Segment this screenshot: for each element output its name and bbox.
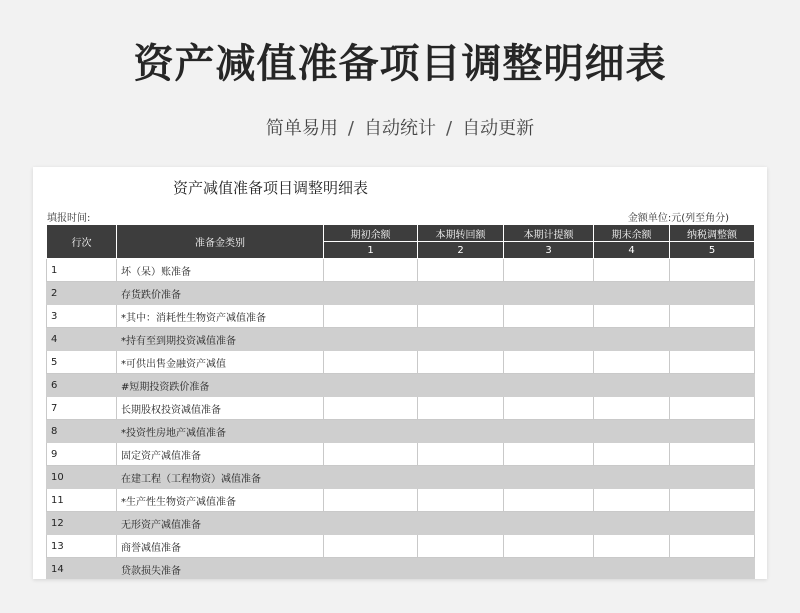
amount-cell[interactable] <box>418 466 504 489</box>
amount-cell[interactable] <box>670 420 755 443</box>
amount-cell[interactable] <box>594 443 670 466</box>
amount-cell[interactable] <box>594 351 670 374</box>
amount-cell[interactable] <box>504 535 594 558</box>
table-body <box>47 259 755 580</box>
amount-cell[interactable] <box>324 443 418 466</box>
table-row <box>47 466 755 489</box>
row-number-cell: 4 <box>47 328 117 351</box>
amount-cell[interactable] <box>594 512 670 535</box>
category-cell: 长期股权投资减值准备 <box>117 397 324 420</box>
col-header-row-no: 行次 <box>47 225 117 259</box>
amount-cell[interactable] <box>418 259 504 282</box>
category-cell: 贷款损失准备 <box>117 558 324 580</box>
amount-cell[interactable] <box>670 443 755 466</box>
amount-cell[interactable] <box>670 259 755 282</box>
amount-cell[interactable] <box>418 420 504 443</box>
row-number-cell: 8 <box>47 420 117 443</box>
category-cell: *可供出售金融资产减值 <box>117 351 324 374</box>
category-cell: #短期投资跌价准备 <box>117 374 324 397</box>
row-number-cell: 1 <box>47 259 117 282</box>
table-row <box>47 351 755 374</box>
amount-cell[interactable] <box>504 420 594 443</box>
amount-cell[interactable] <box>504 489 594 512</box>
table-row <box>47 259 755 282</box>
col-header-opening-balance: 期初余额 <box>324 225 418 242</box>
feature-tagline <box>0 114 800 140</box>
table-row <box>47 489 755 512</box>
amount-cell[interactable] <box>670 558 755 580</box>
col-header-category: 准备金类别 <box>117 225 324 259</box>
amount-cell[interactable] <box>504 305 594 328</box>
amount-cell[interactable] <box>670 466 755 489</box>
table-row <box>47 535 755 558</box>
row-number-cell: 5 <box>47 351 117 374</box>
page-title: 资产减值准备项目调整明细表 <box>133 41 667 87</box>
col-number: 4 <box>594 242 670 259</box>
amount-cell[interactable] <box>594 259 670 282</box>
tag-auto-update: 自动更新 <box>462 118 535 139</box>
amount-cell[interactable] <box>418 512 504 535</box>
amount-cell[interactable] <box>504 443 594 466</box>
amount-cell[interactable] <box>324 535 418 558</box>
amount-cell[interactable] <box>670 397 755 420</box>
amount-cell[interactable] <box>670 374 755 397</box>
amount-cell[interactable] <box>670 305 755 328</box>
amount-cell[interactable] <box>594 328 670 351</box>
row-number-cell: 13 <box>47 535 117 558</box>
amount-cell[interactable] <box>504 259 594 282</box>
amount-cell[interactable] <box>594 558 670 580</box>
amount-cell[interactable] <box>670 489 755 512</box>
col-number: 5 <box>670 242 755 259</box>
amount-cell[interactable] <box>594 489 670 512</box>
amount-cell[interactable] <box>324 259 418 282</box>
row-number-cell: 9 <box>47 443 117 466</box>
row-number-cell: 2 <box>47 282 117 305</box>
spreadsheet-preview <box>33 167 767 579</box>
amount-cell[interactable] <box>504 466 594 489</box>
row-number-cell: 6 <box>47 374 117 397</box>
table-row <box>47 282 755 305</box>
amount-cell[interactable] <box>670 351 755 374</box>
amount-cell[interactable] <box>504 374 594 397</box>
amount-cell[interactable] <box>504 282 594 305</box>
amount-cell[interactable] <box>504 351 594 374</box>
amount-cell[interactable] <box>594 466 670 489</box>
table-row <box>47 420 755 443</box>
category-cell: 坏（呆）账准备 <box>117 259 324 282</box>
col-header-reversal: 本期转回额 <box>418 225 504 242</box>
category-cell: 固定资产减值准备 <box>117 443 324 466</box>
row-number-cell: 14 <box>47 558 117 580</box>
row-number-cell: 7 <box>47 397 117 420</box>
table-row <box>47 397 755 420</box>
amount-cell[interactable] <box>418 535 504 558</box>
category-cell: 在建工程（工程物资）减值准备 <box>117 466 324 489</box>
amount-cell[interactable] <box>324 328 418 351</box>
amount-cell[interactable] <box>324 305 418 328</box>
amount-cell[interactable] <box>418 328 504 351</box>
amount-cell[interactable] <box>324 558 418 580</box>
fill-time-label: 填报时间: <box>47 213 91 224</box>
col-header-provision: 本期计提额 <box>504 225 594 242</box>
amount-cell[interactable] <box>594 305 670 328</box>
category-cell: *持有至到期投资减值准备 <box>117 328 324 351</box>
separator: / <box>347 118 354 139</box>
amount-cell[interactable] <box>504 558 594 580</box>
amount-cell[interactable] <box>324 512 418 535</box>
amount-cell[interactable] <box>324 489 418 512</box>
col-number: 2 <box>418 242 504 259</box>
amount-cell[interactable] <box>324 420 418 443</box>
sheet-title: 资产减值准备项目调整明细表 <box>173 179 369 197</box>
col-number: 1 <box>324 242 418 259</box>
amount-cell[interactable] <box>324 351 418 374</box>
amount-cell[interactable] <box>670 282 755 305</box>
amount-cell[interactable] <box>594 282 670 305</box>
amount-cell[interactable] <box>418 558 504 580</box>
amount-cell[interactable] <box>418 489 504 512</box>
unit-label: 金额单位:元(列至角分) <box>627 213 729 224</box>
amount-cell[interactable] <box>670 328 755 351</box>
amount-cell[interactable] <box>418 397 504 420</box>
tag-auto-stat: 自动统计 <box>364 118 436 139</box>
col-header-closing-balance: 期末余额 <box>594 225 670 242</box>
category-cell: *生产性生物资产减值准备 <box>117 489 324 512</box>
category-cell: *其中：消耗性生物资产减值准备 <box>117 305 324 328</box>
tag-easy: 简单易用 <box>265 118 338 139</box>
table-row <box>47 558 755 580</box>
category-cell: 存货跌价准备 <box>117 282 324 305</box>
category-cell: 无形资产减值准备 <box>117 512 324 535</box>
amount-cell[interactable] <box>418 351 504 374</box>
amount-cell[interactable] <box>670 535 755 558</box>
separator: / <box>446 118 453 139</box>
amount-cell[interactable] <box>594 397 670 420</box>
table-row <box>47 374 755 397</box>
table-row <box>47 328 755 351</box>
amount-cell[interactable] <box>324 282 418 305</box>
amount-cell[interactable] <box>324 374 418 397</box>
row-number-cell: 10 <box>47 466 117 489</box>
amount-cell[interactable] <box>418 305 504 328</box>
category-cell: 商誉减值准备 <box>117 535 324 558</box>
row-number-cell: 12 <box>47 512 117 535</box>
amount-cell[interactable] <box>594 535 670 558</box>
amount-cell[interactable] <box>670 512 755 535</box>
row-number-cell: 3 <box>47 305 117 328</box>
amount-cell[interactable] <box>418 443 504 466</box>
col-number: 3 <box>504 242 594 259</box>
col-header-tax-adjustment: 纳税调整额 <box>670 225 755 242</box>
amount-cell[interactable] <box>594 374 670 397</box>
table-row <box>47 512 755 535</box>
amount-cell[interactable] <box>504 512 594 535</box>
amount-cell[interactable] <box>324 466 418 489</box>
amount-cell[interactable] <box>504 328 594 351</box>
amount-cell[interactable] <box>594 420 670 443</box>
adjustment-table <box>46 224 755 579</box>
table-row <box>47 443 755 466</box>
row-number-cell: 11 <box>47 489 117 512</box>
category-cell: *投资性房地产减值准备 <box>117 420 324 443</box>
amount-cell[interactable] <box>504 397 594 420</box>
table-row <box>47 305 755 328</box>
amount-cell[interactable] <box>418 282 504 305</box>
amount-cell[interactable] <box>418 374 504 397</box>
amount-cell[interactable] <box>324 397 418 420</box>
